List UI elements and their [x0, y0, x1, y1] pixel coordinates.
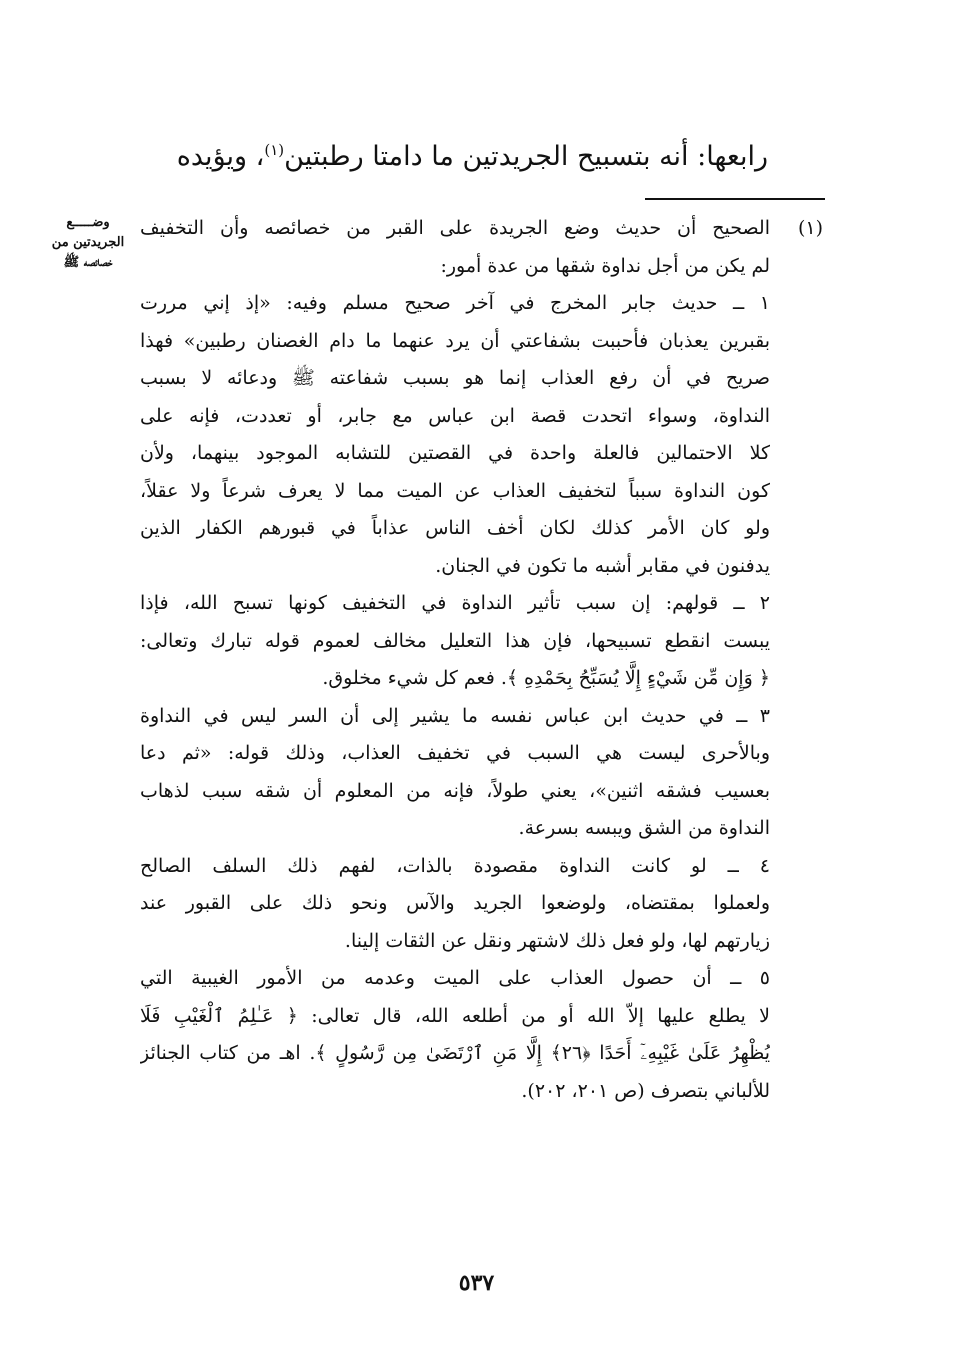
footnote-body [140, 210, 770, 1110]
footnote-separator [645, 198, 825, 200]
footnote-line: ٢ ــ قولهم: إن سبب تأثير النداوة في التخفيف كونها تسبح الله، فإذا [140, 592, 770, 614]
quran-verse-line: ﴿ وَإِن مِّن شَيْءٍ إِلَّا يُسَبِّحُ بِحَمْدِهِ ﴾. فعم كل شيء مخلوق. [322, 667, 770, 689]
margin-note-line: وضـــــع [66, 215, 110, 230]
footnote-line: الصحيح أن حديث وضع الجريدة على القبر من خصائصه وأن التخفيف [140, 217, 770, 239]
footnote-marker: (١) [797, 217, 823, 239]
footnote-line: كلا الاحتمالين فالعلة واحدة في القصتين للتشابه الموجود بينهما، ولأن [140, 442, 770, 464]
margin-note-line: الجريدتين من [51, 235, 125, 250]
page-number: ٥٣٧ [458, 1270, 495, 1296]
footnote-line: ٤ ــ لو كانت النداوة مقصودة بالذات، لفهم ذلك السلف الصالح [140, 854, 770, 877]
footnote-line: النداوة، وسواء اتحدت قصة ابن عباس مع جابر، أو تعددت، فإنه على [140, 404, 770, 427]
quran-verse-line: يُظْهِرُ عَلَىٰ غَيْبِهِۦٓ أَحَدًا ﴿٢٦﴾ إِلَّا مَنِ ٱرْتَضَىٰ مِن رَّسُولٍ ﴾. اهـ من كتاب الجنائز [140, 1042, 770, 1064]
footnote-line: لا يطلع عليها إلاّ الله أو من أطلعه الله، قال تعالى: ﴿ عَـٰلِمُ ٱلْغَيْبِ فَلَا [140, 1004, 770, 1027]
footnote-line: للألباني بتصرف (ص ٢٠١، ٢٠٢). [521, 1079, 770, 1102]
footnote-line: بعسيب فشقه اثنين»، يعني طولاً، فإنه من المعلوم أن شقه سبب لذهاب [140, 779, 770, 802]
footnote-line: يبست انقطع تسبيحها، فإن هذا التعليل مخالف لعموم قوله تبارك وتعالى: [140, 629, 770, 652]
footnote-line: ولو كان الأمر كذلك لكان أخف الناس عذاباً في قبورهم الكفار الذين [140, 517, 770, 539]
main-text-line [177, 128, 768, 179]
margin-note-line: خصائصه ﷺ [63, 255, 113, 270]
main-text: رابعها: أنه بتسبيح الجريدتين ما دامتا رطبتين [284, 141, 768, 172]
footnote-line: ٣ ــ في حديث ابن عباس نفسه ما يشير إلى أن السر ليس في النداوة [140, 704, 770, 727]
footnote-line: ولعملوا بمقتضاه، ولوضعوا الجريد والآس ونحو ذلك على القبور عند [140, 892, 770, 914]
margin-note [38, 213, 138, 273]
footnote-line: وبالأحرى ليست هي السبب في تخفيف العذاب، وذلك قوله: «ثم دعا [140, 742, 770, 764]
footnote-line: ٥ ــ أن حصول العذاب على الميت وعدمه من الأمور الغيبية التي [140, 967, 770, 989]
footnote-line: لم يكن من أجل نداوة شقها من عدة أمور: [440, 254, 770, 277]
footnote-reference[interactable]: (١) [264, 141, 285, 159]
footnote-line: بقبرين يعذبان فأحببت بشفاعتي أن يرد عنهما ما دام الغصنان رطبين» فهذا [140, 329, 770, 352]
footnote-line: صريح في أن رفع العذاب إنما هو بسبب شفاعته ﷺ ودعائه لا بسبب [140, 367, 770, 389]
footnote-line: زيارتهم لها، ولو فعل ذلك لاشتهر ونقل عن الثقات إلينا. [344, 929, 770, 952]
footnote-line: ١ ــ حديث جابر المخرج في آخر صحيح مسلم وفيه: «إذ إني مررت [140, 292, 770, 314]
footnote-line: يدفنون في مقابر أشبه ما تكون في الجنان. [435, 554, 770, 577]
main-text-tail: ، ويؤيده [176, 141, 265, 172]
footnote-line: كون النداوة سبباً لتخفيف العذاب عن الميت مما لا يعرف شرعاً ولا عقلاً، [140, 479, 770, 502]
footnote-line: النداوة من الشق ويبسه بسرعة. [518, 817, 770, 839]
